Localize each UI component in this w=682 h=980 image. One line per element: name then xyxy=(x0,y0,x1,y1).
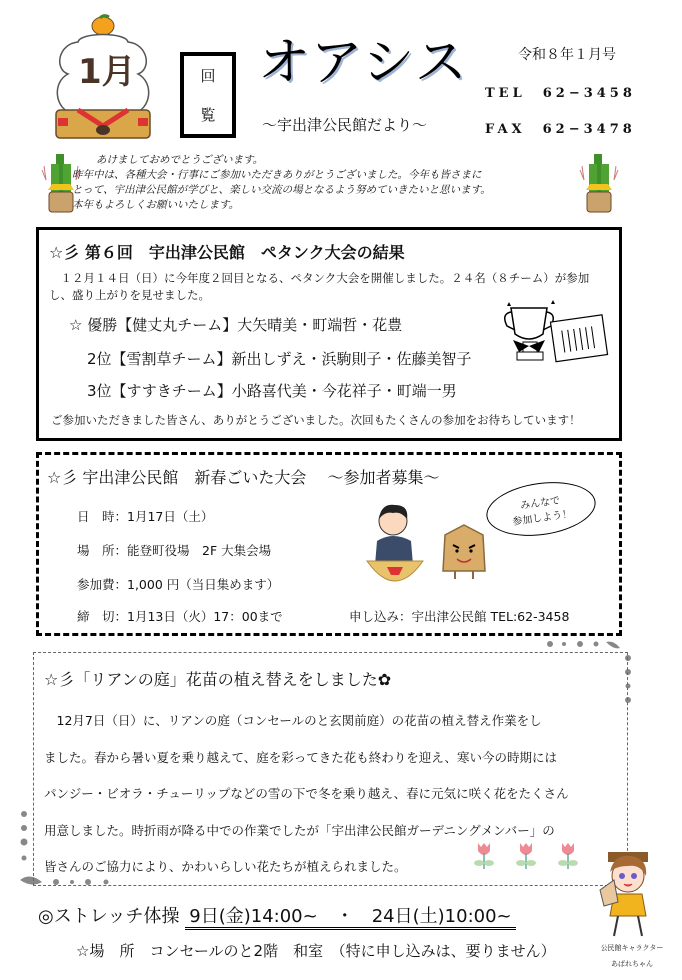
stretch-schedule: 9日(金)14:00~ ・ 24日(土)10:00~ xyxy=(185,906,515,930)
bubble-line-2: 参加しよう！ xyxy=(511,508,573,529)
goita-venue: 場 所：能登町役場 2F 大集会場 xyxy=(77,543,272,558)
new-year-greeting xyxy=(72,153,592,213)
mascot-name: あばれちゃん xyxy=(611,960,653,968)
garden-replanting-section xyxy=(33,652,628,886)
garden-line: ました。春から暑い夏を乗り越えて、庭を彩ってきた花も終わりを迎え、寒い今の時期には xyxy=(44,749,558,765)
garden-heading: ☆彡「リアンの庭」花苗の植え替えをしました✿ xyxy=(44,670,392,689)
tulip-icon xyxy=(516,841,536,871)
greeting-line: とって、宇出津公民館が学びと、楽しい交流の場となるよう努めていきたいと思います。 xyxy=(72,184,491,196)
goita-apply-contact: 申し込み：宇出津公民館 TEL:62-3458 xyxy=(349,609,570,624)
mascot-character-icon xyxy=(596,850,662,940)
goita-fee: 参加費：1,000 円（当日集めます） xyxy=(77,577,280,592)
tulip-icon xyxy=(474,841,494,871)
circulation-char-2: 覧 xyxy=(200,106,216,124)
garden-line: 皆さんのご協力により、かわいらしい花たちが植えられました。 xyxy=(44,859,407,874)
kagami-mochi-month-badge xyxy=(48,14,158,142)
goita-heading: ☆彡 宇出津公民館 新春ごいた大会 ～参加者募集～ xyxy=(47,468,440,487)
mascot-caption xyxy=(592,940,672,972)
petanque-intro: １２月１４日（日）に今年度２回目となる、ペタンク大会を開催しました。２４名（８チーム）が参加し、盛り上がりを見せました。 xyxy=(49,271,590,302)
tulip-icon xyxy=(558,841,578,871)
trophy-certificate-icon xyxy=(501,300,611,370)
garden-line: 12月7日（日）に、リアンの庭（コンセールのと玄関前庭）の花苗の植え替え作業をし xyxy=(44,713,542,728)
garden-line: パンジー・ビオラ・チューリップなどの雪の下で冬を乗り越え、春に元気に咲く花をたくさん xyxy=(44,786,569,801)
stretch-label: ◎ストレッチ体操 xyxy=(38,906,180,927)
newsletter-subtitle: ～宇出津公民館だより～ xyxy=(262,116,428,134)
circulation-char-1: 回 xyxy=(200,67,216,85)
greeting-line: 本年もよろしくお願いいたします。 xyxy=(72,199,240,211)
speech-bubble xyxy=(483,476,599,543)
stretch-exercise-line xyxy=(38,902,516,928)
circulation-box xyxy=(180,52,236,138)
greeting-line: 昨年中は、各種大会・行事にご参加いただきありがとうございました。今年も皆さまに xyxy=(72,169,482,181)
goita-player-illustration xyxy=(365,501,425,585)
petanque-heading: ☆彡 第６回 宇出津公民館 ペタンク大会の結果 xyxy=(49,243,405,262)
newsletter-title: オアシス xyxy=(258,33,469,93)
stretch-place: ☆場 所 コンセールのと2階 和室 （特に申し込みは、要りません） xyxy=(76,942,556,960)
goita-date: 日 時：1月17日（土） xyxy=(77,509,214,524)
result-third: 3位【すすきチーム】小路喜代美・今花祥子・町端一男 xyxy=(87,382,457,400)
tulips-decoration xyxy=(474,841,578,871)
goita-tournament-section xyxy=(36,452,622,636)
issue-number: 令和８年１月号 xyxy=(518,47,616,63)
telephone-number: TEL 62−3458 xyxy=(485,86,636,101)
petanque-thanks: ご参加いただきました皆さん、ありがとうございました。次回もたくさんの参加をお待ちしています！ xyxy=(51,413,581,427)
mascot-caption-line: 公民館キャラクター xyxy=(600,944,664,952)
greeting-line: あけましておめでとうございます。 xyxy=(96,154,264,166)
bubble-line-1: みんなで xyxy=(519,495,561,512)
result-second: 2位【雪割草チーム】新出しずえ・浜駒則子・佐藤美智子 xyxy=(87,350,472,368)
fax-number: FAX 62−3478 xyxy=(485,122,636,137)
month-badge-text: 1月 xyxy=(78,52,136,92)
result-winner: ☆ 優勝【健丈丸チーム】大矢晴美・町端哲・花豊 xyxy=(69,316,403,334)
petanque-results-section xyxy=(36,227,622,441)
goita-piece-character xyxy=(439,523,489,583)
garden-line: 用意しました。時折雨が降る中での作業でしたが「宇出津公民館ガーデニングメンバー」の xyxy=(44,822,555,838)
goita-deadline: 締 切：1月13日（火）17：00まで xyxy=(77,609,283,624)
